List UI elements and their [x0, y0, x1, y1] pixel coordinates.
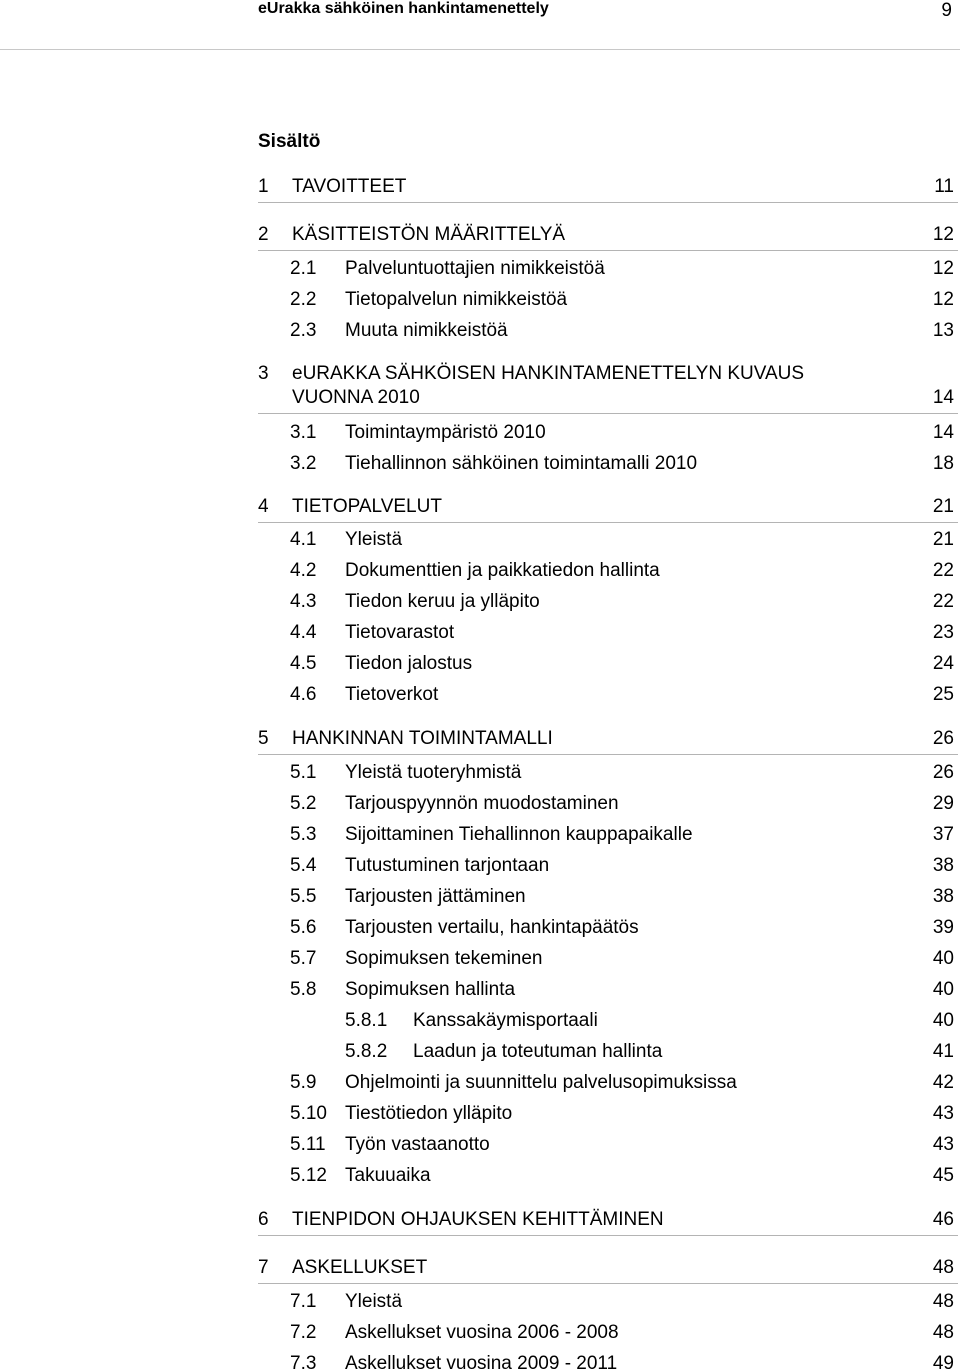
toc-entry-number: 2.2: [290, 289, 317, 310]
toc-entry-page: 38: [932, 855, 954, 876]
running-header-page-number: 9: [941, 0, 952, 21]
toc-entry-number: 4.1: [290, 529, 317, 550]
toc-entry-number: 5.8.1: [345, 1010, 388, 1031]
toc-entry-number: 3.2: [290, 453, 317, 474]
toc-entry-number: 2.3: [290, 320, 317, 341]
toc-entry-number: 5.3: [290, 824, 317, 845]
toc-entry-number: 4.5: [290, 653, 317, 674]
toc-entry-number: 5.11: [290, 1134, 326, 1155]
toc-entry-number: 5.10: [290, 1103, 327, 1124]
toc-entry: [0, 1353, 960, 1372]
toc-entry-number: 7.3: [290, 1353, 317, 1372]
toc-entry: [0, 529, 960, 551]
toc-entry-page: 21: [932, 529, 954, 550]
toc-entry: [0, 824, 960, 846]
toc-entry: [0, 1041, 960, 1063]
toc-entry-number: 5.7: [290, 948, 317, 969]
toc-entry: [0, 653, 960, 675]
toc-chapter-rule: [258, 522, 958, 523]
toc-entry: [0, 320, 960, 342]
toc-entry: [0, 1291, 960, 1313]
toc-entry-page: 41: [932, 1041, 954, 1062]
toc-entry-number: 4: [258, 496, 269, 517]
toc-entry: [0, 886, 960, 908]
toc-entry-number: 4.3: [290, 591, 317, 612]
toc-entry-page: 40: [932, 948, 954, 969]
toc-entry: [0, 793, 960, 815]
toc-chapter-rule: [258, 202, 958, 203]
toc-entry-page: 38: [932, 886, 954, 907]
toc-entry-page: 24: [932, 653, 954, 674]
toc-entry-page: 45: [932, 1165, 954, 1186]
toc-entry-title: eURAKKA SÄHKÖISEN HANKINTAMENETTELYN KUVAUS: [292, 363, 805, 384]
toc-entry-page: 37: [932, 824, 954, 845]
toc-entry-title: Tutustuminen tarjontaan: [345, 855, 550, 876]
toc-entry-title: TIETOPALVELUT: [292, 496, 442, 517]
toc-entry-title: ASKELLUKSET: [292, 1257, 428, 1278]
toc-entry-title: Ohjelmointi ja suunnittelu palvelusopimuksissa: [345, 1072, 737, 1093]
toc-entry: [0, 1072, 960, 1094]
toc-entry-title: KÄSITTEISTÖN MÄÄRITTELYÄ: [292, 224, 566, 245]
toc-chapter-rule: [258, 1283, 958, 1284]
toc-entry-title: Tietovarastot: [345, 622, 455, 643]
toc-entry-page: 12: [932, 258, 954, 279]
toc-chapter-rule: [258, 754, 958, 755]
toc-entry-number: 4.2: [290, 560, 317, 581]
toc-entry-title: Palveluntuottajien nimikkeistöä: [345, 258, 605, 279]
toc-entry-number: 5.4: [290, 855, 317, 876]
toc-entry-page: 14: [932, 387, 954, 408]
toc-entry-number: 3: [258, 363, 269, 384]
toc-entry-page: 43: [932, 1134, 954, 1155]
toc-entry: [0, 855, 960, 877]
toc-entry: [0, 762, 960, 784]
toc-entry: [0, 1165, 960, 1187]
toc-entry-page: 26: [932, 728, 954, 749]
toc-entry-page: 26: [932, 762, 954, 783]
toc-entry-title: Askellukset vuosina 2009 - 2011: [345, 1353, 618, 1372]
toc-entry: [0, 917, 960, 939]
toc-entry-title: TIENPIDON OHJAUKSEN KEHITTÄMINEN: [292, 1209, 664, 1230]
toc-chapter-rule: [258, 250, 958, 251]
toc-entry-number: 3.1: [290, 422, 317, 443]
toc-entry-title: Yleistä tuoteryhmistä: [345, 762, 522, 783]
toc-entry-number: 4.6: [290, 684, 317, 705]
toc-entry-page: 48: [932, 1257, 954, 1278]
toc-entry-title-continued: VUONNA 2010: [292, 387, 420, 408]
toc-entry-number: 4.4: [290, 622, 317, 643]
toc-entry-title: Sopimuksen hallinta: [345, 979, 516, 1000]
toc-entry-number: 7.1: [290, 1291, 317, 1312]
toc-entry-title: Tiedon keruu ja ylläpito: [345, 591, 540, 612]
toc-entry-title: HANKINNAN TOIMINTAMALLI: [292, 728, 553, 749]
toc-entry: [0, 1010, 960, 1032]
toc-entry-number: 1: [258, 176, 269, 197]
toc-entry: [0, 496, 960, 518]
toc-entry-page: 12: [932, 224, 954, 245]
toc-entry-page: 14: [932, 422, 954, 443]
toc-entry-page: 46: [932, 1209, 954, 1230]
toc-entry: [0, 622, 960, 644]
toc-entry-page: 42: [932, 1072, 954, 1093]
toc-entry: [0, 1134, 960, 1156]
toc-chapter-rule: [258, 1235, 958, 1236]
toc-entry-number: 5.6: [290, 917, 317, 938]
toc-entry-title: Muuta nimikkeistöä: [345, 320, 508, 341]
toc-entry-page: 21: [932, 496, 954, 517]
toc-entry-title: Tietopalvelun nimikkeistöä: [345, 289, 568, 310]
toc-entry-title: Kanssakäymisportaali: [413, 1010, 598, 1031]
toc-entry-title: Sopimuksen tekeminen: [345, 948, 543, 969]
toc-entry-number: 2.1: [290, 258, 317, 279]
toc-entry-page: 12: [932, 289, 954, 310]
toc-entry: [0, 176, 960, 198]
toc-entry: [0, 1257, 960, 1279]
toc-entry-title: Sijoittaminen Tiehallinnon kauppapaikalle: [345, 824, 693, 845]
toc-entry-page: 25: [932, 684, 954, 705]
toc-entry: [0, 979, 960, 1001]
toc-entry-page: 40: [932, 1010, 954, 1031]
toc-entry-page: 22: [932, 560, 954, 581]
toc-entry-title: Laadun ja toteutuman hallinta: [413, 1041, 663, 1062]
toc-entry: [0, 422, 960, 444]
toc-entry-number: 5.5: [290, 886, 317, 907]
toc-entry-page: 13: [932, 320, 954, 341]
toc-entry-title: Tietoverkot: [345, 684, 439, 705]
toc-entry-title: Tarjouspyynnön muodostaminen: [345, 793, 619, 814]
running-header-title: eUrakka sähköinen hankintamenettely: [258, 0, 549, 17]
toc-entry-title: Tarjousten jättäminen: [345, 886, 526, 907]
toc-entry: [0, 591, 960, 613]
toc-entry-number: 5.12: [290, 1165, 327, 1186]
toc-entry-title: TAVOITTEET: [292, 176, 407, 197]
toc-entry-number: 6: [258, 1209, 269, 1230]
toc-entry-number: 7: [258, 1257, 269, 1278]
toc-entry-page: 49: [932, 1353, 954, 1372]
toc-entry-title: Yleistä: [345, 1291, 403, 1312]
toc-entry-title: Yleistä: [345, 529, 403, 550]
toc-entry-page: 23: [932, 622, 954, 643]
toc-chapter-rule: [258, 413, 958, 414]
toc-entry: [0, 258, 960, 280]
toc-entry-number: 5.1: [290, 762, 317, 783]
toc-entry-title: Takuuaika: [345, 1165, 431, 1186]
toc-entry-number: 5.9: [290, 1072, 317, 1093]
toc-entry: [0, 289, 960, 311]
toc-entry-number: 5.8: [290, 979, 317, 1000]
toc-entry-title: Toimintaympäristö 2010: [345, 422, 546, 443]
toc-entry: [0, 948, 960, 970]
toc-entry: [0, 363, 960, 407]
toc-entry: [0, 224, 960, 246]
toc-entry-page: 18: [932, 453, 954, 474]
toc-entry: [0, 728, 960, 750]
toc-entry-title: Työn vastaanotto: [345, 1134, 490, 1155]
toc-entry-page: 48: [932, 1322, 954, 1343]
toc-entry-page: 39: [932, 917, 954, 938]
toc-heading: Sisältö: [258, 131, 321, 152]
toc-entry-number: 5.2: [290, 793, 317, 814]
toc-entry: [0, 684, 960, 706]
toc-entry-title: Tiedon jalostus: [345, 653, 473, 674]
toc-entry-page: 40: [932, 979, 954, 1000]
toc-entry-page: 29: [932, 793, 954, 814]
toc-entry: [0, 560, 960, 582]
toc-entry-number: 5.8.2: [345, 1041, 388, 1062]
toc-entry-number: 7.2: [290, 1322, 317, 1343]
toc-entry-number: 5: [258, 728, 269, 749]
toc-entry-number: 2: [258, 224, 269, 245]
toc-entry-title: Tarjousten vertailu, hankintapäätös: [345, 917, 639, 938]
toc-entry-title: Tiestötiedon ylläpito: [345, 1103, 513, 1124]
toc-entry-title: Tiehallinnon sähköinen toimintamalli 2010: [345, 453, 698, 474]
toc-entry: [0, 1209, 960, 1231]
toc-entry-page: 48: [932, 1291, 954, 1312]
toc-entry-title: Askellukset vuosina 2006 - 2008: [345, 1322, 619, 1343]
toc-entry-title: Dokumenttien ja paikkatiedon hallinta: [345, 560, 660, 581]
toc-entry-page: 11: [934, 176, 954, 197]
toc-entry: [0, 1103, 960, 1125]
toc-entry: [0, 453, 960, 475]
toc-entry: [0, 1322, 960, 1344]
toc-entry-page: 43: [932, 1103, 954, 1124]
toc-entry-page: 22: [932, 591, 954, 612]
